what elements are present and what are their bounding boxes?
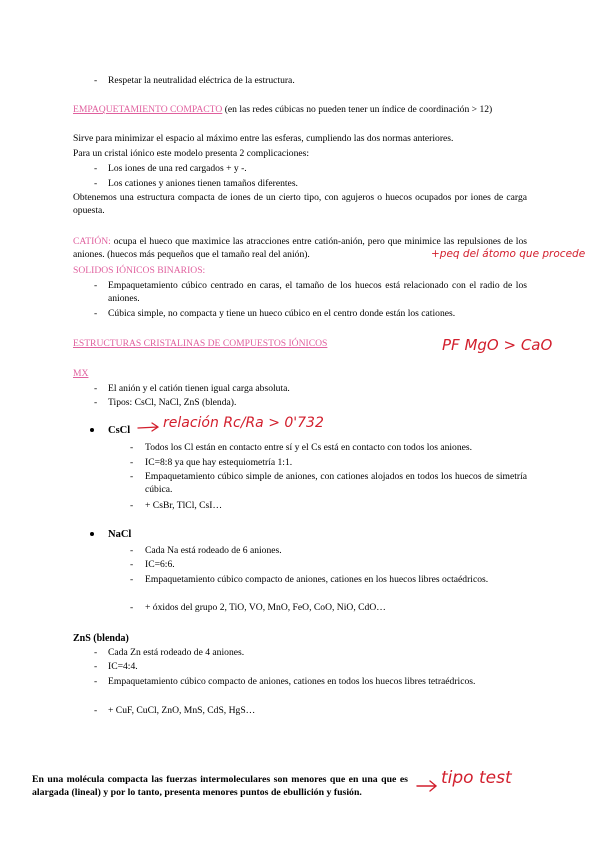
- list-item: Empaquetamiento cúbico compacto de aniones, cationes en los huecos libres octaédricos.: [145, 574, 489, 585]
- dash-bullet: -: [130, 457, 134, 468]
- dash-bullet: -: [94, 383, 98, 394]
- list-item: Todos los Cl están en contacto entre sí y el Cs está en contacto con todos los aniones.: [145, 442, 473, 453]
- empaquetamiento-heading: EMPAQUETAMIENTO COMPACTO: [73, 104, 223, 115]
- dash-bullet: -: [94, 308, 98, 319]
- dash-bullet: -: [94, 75, 98, 86]
- list-item: Empaquetamiento cúbico centrado en caras, el tamaño de los huecos está relacionado con el radio de los aniones.: [108, 280, 527, 304]
- round-bullet: [90, 532, 94, 536]
- binarios-heading: SOLIDOS IÓNICOS BINARIOS:: [73, 265, 206, 276]
- empaquetamiento-heading-note: (en las redes cúbicas no pueden tener un índice de coordinación > 12): [222, 104, 493, 115]
- handwritten-note-tipo-test: tipo test: [441, 768, 512, 788]
- arrow-icon: [414, 776, 440, 794]
- round-bullet: [90, 428, 94, 432]
- cscl-title: CsCl: [108, 425, 131, 436]
- list-item: Tipos: CsCl, NaCl, ZnS (blenda).: [108, 397, 237, 408]
- handwritten-note-cscl: relación Rc/Ra > 0'732: [163, 415, 324, 431]
- dash-bullet: -: [130, 545, 134, 556]
- list-item: Cúbica simple, no compacta y tiene un hueco cúbico en el centro donde están los cationes.: [108, 308, 456, 319]
- dash-bullet: -: [94, 280, 98, 291]
- list-item: Empaquetamiento cúbico simple de aniones, con cationes alojados en todos los huecos de simetría cúbica.: [145, 471, 527, 495]
- dash-bullet: -: [130, 442, 134, 453]
- list-item: Cada Na está rodeado de 6 aniones.: [145, 545, 282, 556]
- cation-label: CATIÓN:: [73, 236, 111, 247]
- dash-bullet: -: [130, 559, 134, 570]
- dash-bullet: -: [94, 647, 98, 658]
- empaquetamiento-paragraph: Obtenemos una estructura compacta de iones de un cierto tipo, con agujeros o huecos ocupados por iones de carga opuesta.: [73, 192, 527, 216]
- footer-note: En una molécula compacta las fuerzas intermoleculares son menores que en una que es alargada (lineal) y por lo tanto, presenta menores puntos de ebullición y fusión.: [32, 774, 408, 798]
- handwritten-note-cation: +peq del átomo que procede: [431, 248, 586, 260]
- dash-bullet: -: [130, 500, 134, 511]
- zns-title: ZnS (blenda): [73, 633, 129, 644]
- dash-bullet: -: [130, 471, 134, 482]
- list-item: IC=8:8 ya que hay estequiometría 1:1.: [145, 457, 293, 468]
- list-item: Cada Zn está rodeado de 4 aniones.: [108, 647, 245, 658]
- list-item: + CuF, CuCl, ZnO, MnS, CdS, HgS…: [108, 705, 256, 716]
- mx-heading: MX: [73, 368, 89, 379]
- cation-text: ocupa el hueco que maximice las atracciones entre catión-anión, pero que minimice las repulsiones de los aniones. (huecos más pequeños que el tamaño real del anión).: [73, 236, 527, 260]
- list-item: Empaquetamiento cúbico compacto de aniones, cationes en todos los huecos libres tetraédricos.: [108, 676, 476, 687]
- list-item: Los iones de una red cargados + y -.: [108, 163, 247, 174]
- dash-bullet: -: [94, 397, 98, 408]
- list-item: IC=6:6.: [145, 559, 175, 570]
- intro-text: Respetar la neutralidad eléctrica de la estructura.: [108, 75, 295, 86]
- dash-bullet: -: [94, 163, 98, 174]
- dash-bullet: -: [94, 178, 98, 189]
- estructuras-heading: ESTRUCTURAS CRISTALINAS DE COMPUESTOS IÓNICOS: [73, 338, 328, 349]
- dash-bullet: -: [130, 574, 134, 585]
- empaquetamiento-line1: Sirve para minimizar el espacio al máximo entre las esferas, cumpliendo las dos normas anteriores.: [73, 133, 454, 144]
- dash-bullet: -: [130, 602, 134, 613]
- list-item: Los cationes y aniones tienen tamaños diferentes.: [108, 178, 298, 189]
- list-item: + óxidos del grupo 2, TiO, VO, MnO, FeO, CoO, NiO, CdO…: [145, 602, 386, 613]
- list-item: + CsBr, TlCl, CsI…: [145, 500, 223, 511]
- nacl-title: NaCl: [108, 529, 132, 540]
- empaquetamiento-line2: Para un cristal iónico este modelo presenta 2 complicaciones:: [73, 148, 310, 159]
- dash-bullet: -: [94, 661, 98, 672]
- dash-bullet: -: [94, 676, 98, 687]
- arrow-icon: [136, 420, 162, 434]
- empaquetamiento-intro: [73, 103, 527, 116]
- list-item: IC=4:4.: [108, 661, 138, 672]
- handwritten-note-pf: PF MgO > CaO: [442, 336, 553, 354]
- dash-bullet: -: [94, 705, 98, 716]
- list-item: El anión y el catión tienen igual carga absoluta.: [108, 383, 290, 394]
